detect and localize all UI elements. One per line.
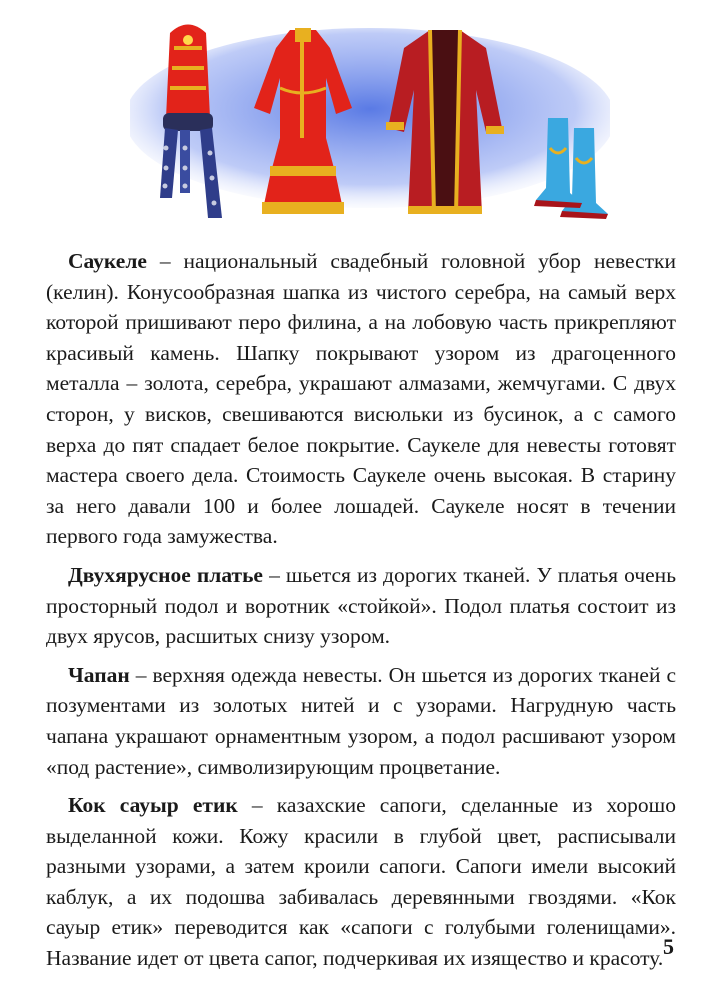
paragraph-saukele <box>46 246 676 552</box>
costume-illustration <box>130 18 610 230</box>
description-saukele: – национальный свадебный головной убор невестки (келин). Конусообразная шапка из чистого серебра, на самый верх которой пришивают перо филина, а на лобовую часть прикрепляют красивый камень. Шапку покрывают узором из драгоценного металла – золота, серебра, украшают алмазами, жемчугами. С двух сторон, у висков, свешиваются висюльки из бусинок, а с самого верха до пят спадает белое покрытие. Саукеле для невесты готовят мастера своего дела. Стоимость Саукеле очень высокая. В старину за него давали 100 и более лошадей. Саукеле носят в течении первого года замужества. <box>46 249 676 549</box>
term-two-tier-dress: Двухярусное платье <box>68 562 263 587</box>
term-saukele: Саукеле <box>68 249 147 273</box>
term-chapan: Чапан <box>68 662 130 687</box>
body-text <box>46 246 676 982</box>
term-kok-sauyr-etik: Кок сауыр етик <box>68 793 238 818</box>
paragraph-kok-sauyr-etik <box>46 790 676 974</box>
description-two-tier-dress: – шьется из дорогих тканей. У платья очень просторный подол и воротник «стойкой». Подол платья состоит из двух ярусов, расшитых снизу узором. <box>46 562 676 649</box>
description-chapan: – верхняя одежда невесты. Он шьется из дорогих тканей с позументами из золотых нитей и с узорами. Нагрудную часть чапана украшают орнаментным узором, а подол расшивают узором «под растение», символизирующим процветание. <box>46 662 676 779</box>
paragraph-chapan <box>46 660 676 782</box>
page-number: 5 <box>663 934 674 959</box>
description-kok-sauyr-etik: – казахские сапоги, сделанные из хорошо выделанной кожи. Кожу красили в глубой цвет, расписывали разными узорами, а затем кроили сапоги. Сапоги имели высокий каблук, а их подошва забивалась деревянными гвоздями. «Кок сауыр етик» переводится как «сапоги с голубыми голенищами». Название идет от цвета сапог, подчеркивая их изящество и красоту. <box>46 793 676 971</box>
paragraph-two-tier-dress <box>46 560 676 652</box>
